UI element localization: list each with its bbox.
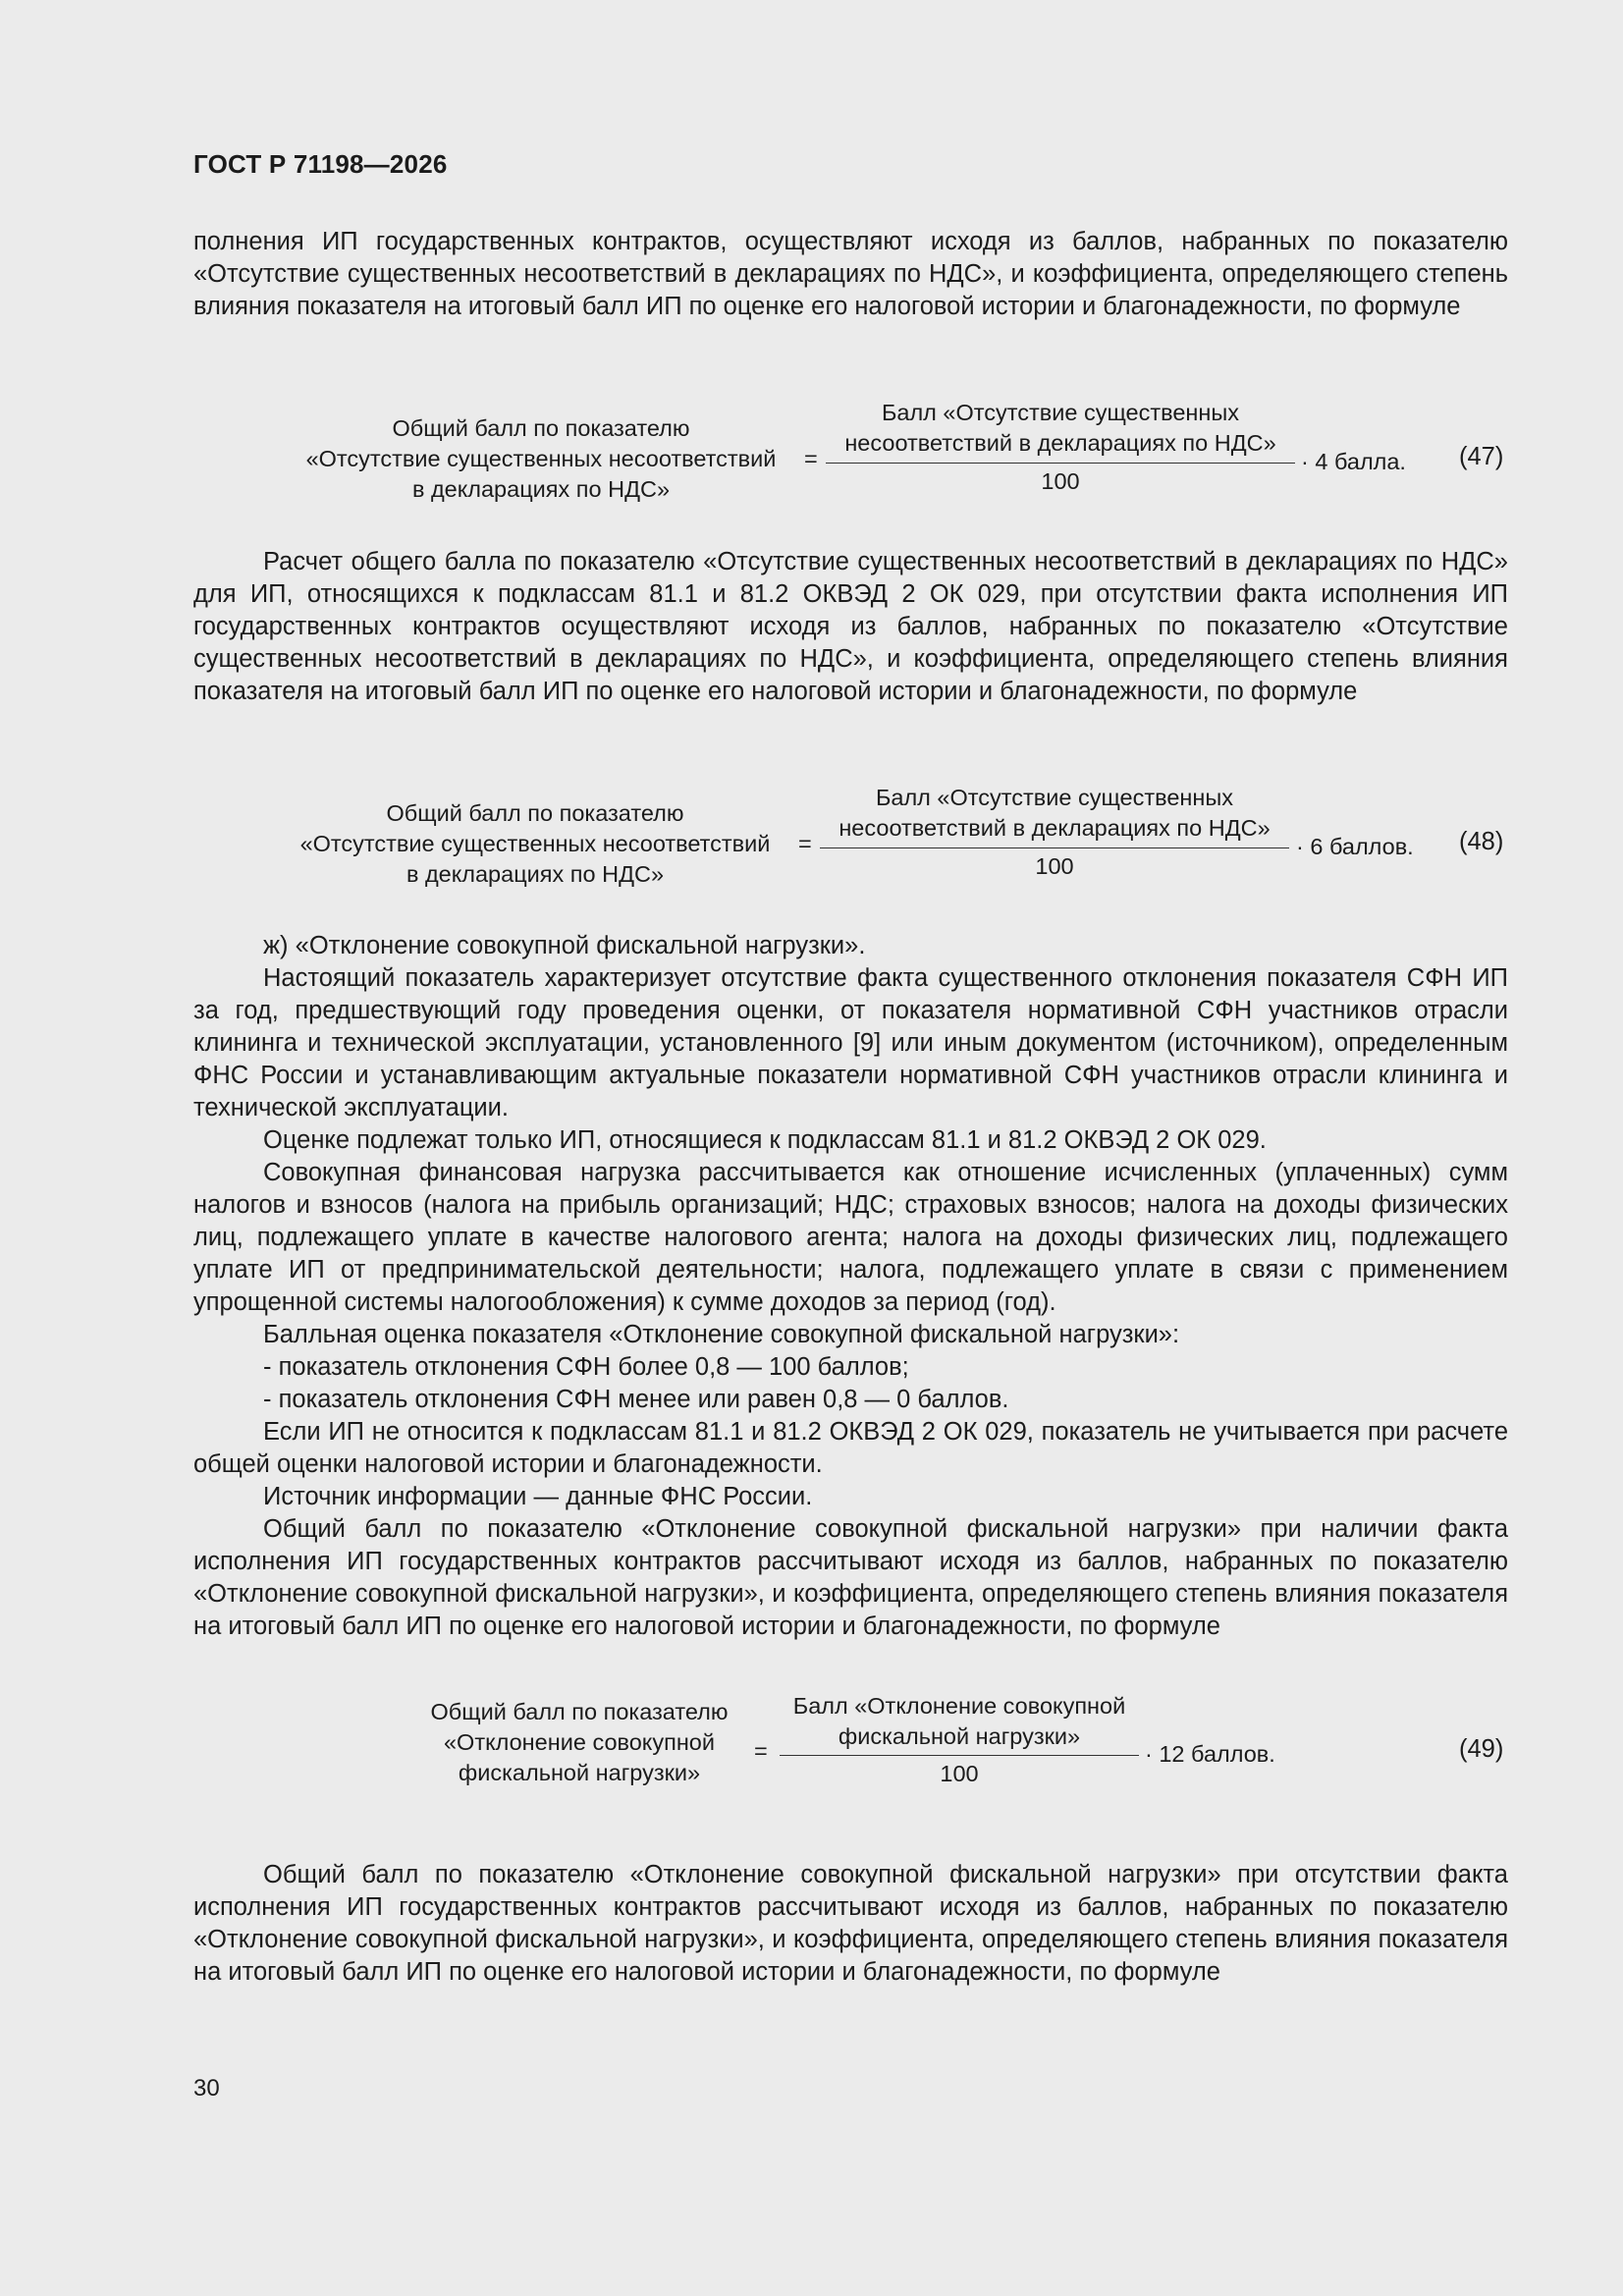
formula-49-multiplier: · 12 баллов. [1145, 1741, 1275, 1767]
formula-47-equals: = [804, 446, 818, 471]
formula-49-numerator [780, 1691, 1139, 1752]
section-zh-p1: Настоящий показатель характеризует отсутствие факта существенного отклонения показателя СФН ИП за год, предшествующий году проведения оценки, от показателя нормативной СФН участников отрасли клининга и технической эксплуатации, установленного [9] или иным документом (источником), определенным ФНС России и устанавливающим актуальные показатели нормативной СФН участников отрасли клининга и технической эксплуатации. [193, 964, 1508, 1121]
para-48: Расчет общего балла по показателю «Отсутствие существенных несоответствий в декларациях по НДС» для ИП, относящихся к подклассам 81.1 и 81.2 ОКВЭД 2 ОК 029, при отсутствии факта исполнения ИП государственных контрактов осуществляют исходя из баллов, набранных по показателю «Отсутствие существенных несоответствий в декларациях по НДС», и коэффициента, определяющего степень влияния показателя на итоговый балл ИП по оценке его налоговой истории и благонадежности, по формуле [193, 548, 1508, 705]
formula-49-fraction-bar [780, 1755, 1139, 1756]
section-zh-p4: Балльная оценка показателя «Отклонение совокупной фискальной нагрузки»: [263, 1321, 1180, 1348]
formula-47-fraction-bar [826, 463, 1295, 464]
formula-48-left-line3: в декларациях по НДС» [406, 861, 665, 887]
formula-48-numerator-line2: несоответствий в декларациях по НДС» [839, 815, 1271, 841]
para-48-block [193, 546, 1508, 708]
page-number: 30 [193, 2075, 220, 2102]
formula-47-numerator-line2: несоответствий в декларациях по НДС» [844, 430, 1276, 456]
formula-47-denominator: 100 [1041, 468, 1080, 494]
formula-49-left-line1: Общий балл по показателю [430, 1699, 729, 1724]
formula-47-left-line1: Общий балл по показателю [392, 415, 690, 441]
formula-49-number: (49) [1459, 1735, 1504, 1763]
formula-49-left-line2: «Отклонение совокупной [443, 1729, 716, 1755]
section-zh-p2: Оценке подлежат только ИП, относящиеся к подклассам 81.1 и 81.2 ОКВЭД 2 ОК 029. [263, 1126, 1267, 1154]
formula-48-numerator-line1: Балл «Отсутствие существенных [875, 785, 1234, 810]
section-zh-p7: Общий балл по показателю «Отклонение совокупной фискальной нагрузки» при наличии факта исполнения ИП государственных контрактов рассчитывают исходя из баллов, набранных по показателю «Отклонение совокупной фискальной нагрузки», и коэффициента, определяющего степень влияния показателя на итоговый балл ИП по оценке его налоговой истории и благонадежности, по формуле [193, 1515, 1508, 1640]
intro-paragraph: полнения ИП государственных контрактов, осуществляют исходя из баллов, набранных по показателю «Отсутствие существенных несоответствий в декларациях по НДС», и коэффициента, определяющего степень влияния показателя на итоговый балл ИП по оценке его налоговой истории и благонадежности, по формуле [193, 228, 1508, 320]
formula-47-left-line3: в декларациях по НДС» [411, 476, 671, 502]
formula-47-left [281, 413, 801, 505]
document-code: ГОСТ Р 71198—2026 [193, 149, 448, 179]
formula-48-numerator [820, 783, 1289, 844]
section-zh-title: ж) «Отклонение совокупной фискальной нагрузки». [263, 932, 866, 959]
formula-48-multiplier: · 6 баллов. [1296, 834, 1414, 859]
formula-49-numerator-line1: Балл «Отклонение совокупной [792, 1693, 1126, 1719]
formula-47-numerator [826, 398, 1295, 459]
section-zh [193, 930, 1508, 1643]
formula-47-numerator-line1: Балл «Отсутствие существенных [881, 400, 1240, 425]
formula-49-equals: = [754, 1738, 768, 1764]
formula-47-multiplier: · 4 балла. [1301, 449, 1406, 474]
formula-48-left-line1: Общий балл по показателю [386, 800, 684, 826]
final-block [193, 1859, 1508, 1989]
formula-48-number: (48) [1459, 828, 1504, 855]
formula-48-left-line2: «Отсутствие существенных несоответствий [299, 831, 771, 856]
section-zh-p5: Если ИП не относится к подклассам 81.1 и 81.2 ОКВЭД 2 ОК 029, показатель не учитывается при расчете общей оценки налоговой истории и благонадежности. [193, 1418, 1508, 1478]
formula-48-fraction-bar [820, 847, 1289, 848]
section-zh-p3: Совокупная финансовая нагрузка рассчитывается как отношение исчисленных (уплаченных) сумм налогов и взносов (налога на прибыль организаций; НДС; страховых взносов; налога на доходы физических лиц, подлежащего уплате в качестве налогового агента; налога на доходы физических лиц, подлежащего уплате ИП от предпринимательской деятельности; налога, подлежащего уплате в связи с применением упрощенной системы налогообложения) к сумме доходов за период (год). [193, 1159, 1508, 1316]
list-item: - показатель отклонения СФН менее или равен 0,8 — 0 баллов. [263, 1386, 1009, 1413]
formula-48-equals: = [798, 831, 812, 856]
intro-block [193, 226, 1508, 323]
formula-49-numerator-line2: фискальной нагрузки» [838, 1723, 1081, 1749]
formula-48-left [275, 798, 795, 890]
formula-49-denominator: 100 [940, 1761, 979, 1786]
formula-48-denominator: 100 [1035, 853, 1074, 879]
formula-47-left-line2: «Отсутствие существенных несоответствий [305, 446, 777, 471]
list-item: - показатель отклонения СФН более 0,8 — 100 баллов; [263, 1353, 909, 1381]
formula-47-number: (47) [1459, 443, 1504, 470]
final-paragraph: Общий балл по показателю «Отклонение совокупной фискальной нагрузки» при отсутствии факта исполнения ИП государственных контрактов рассчитывают исходя из баллов, набранных по показателю «Отклонение совокупной фискальной нагрузки», и коэффициента, определяющего степень влияния показателя на итоговый балл ИП по оценке его налоговой истории и благонадежности, по формуле [193, 1861, 1508, 1986]
formula-49-left [405, 1697, 754, 1788]
formula-49-left-line3: фискальной нагрузки» [458, 1760, 701, 1785]
section-zh-p6: Источник информации — данные ФНС России. [263, 1483, 813, 1510]
